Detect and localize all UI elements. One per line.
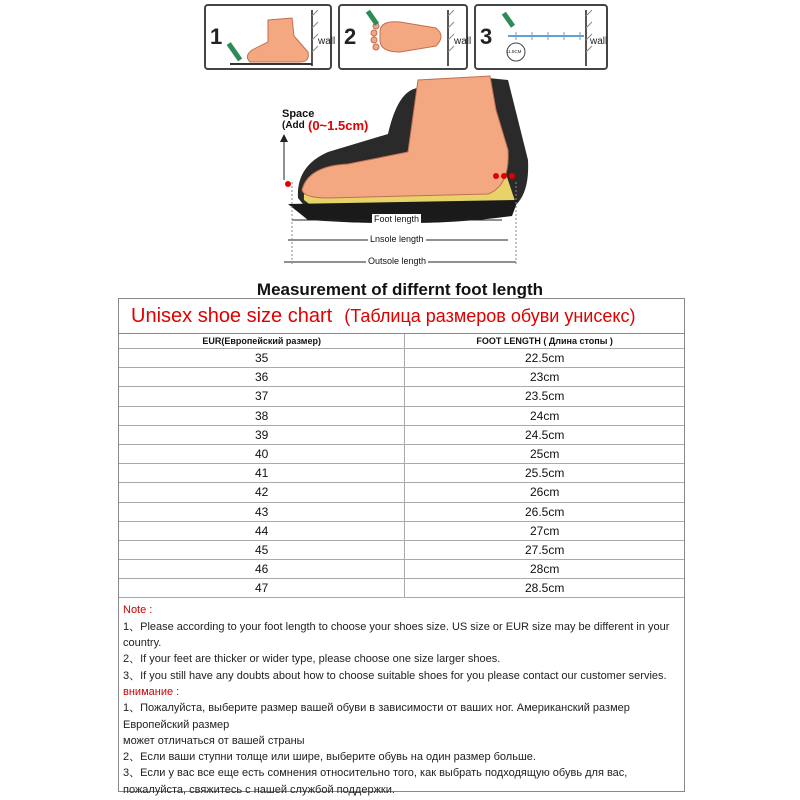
step-number: 2 xyxy=(344,24,357,49)
diagram-caption: Measurement of differnt foot length xyxy=(256,280,544,299)
note-line-ru: 3、Если у вас все еще есть сомнения относительно того, как выбрать подходящую обувь для вас, пожалуйста, свяжитесь с нашей службой поддержки. xyxy=(123,767,628,796)
table-row xyxy=(119,521,684,540)
table-row xyxy=(119,387,684,406)
foot-length-cell: 26.5cm xyxy=(405,502,684,521)
note-line-ru: может отличаться от вашей страны xyxy=(123,734,305,747)
space-range-label xyxy=(308,120,368,133)
foot-length-cell: 24.5cm xyxy=(405,425,684,444)
insole-length-label: Lnsole length xyxy=(370,234,424,244)
eur-size-cell: 36 xyxy=(119,368,405,387)
note-line-ru: 1、Пожалуйста, выберите размер вашей обуви в зависимости от ваших ног. Американский размер Европейский размер xyxy=(123,702,630,731)
table-row xyxy=(119,464,684,483)
notes-section xyxy=(119,598,684,798)
note-line-ru: 2、Если ваши ступни толще или шире, выберите обувь на один размер больше. xyxy=(123,751,536,764)
eur-size-cell: 38 xyxy=(119,406,405,425)
foot-length-label: Foot length xyxy=(374,214,420,224)
foot-length-cell: 27.5cm xyxy=(405,540,684,559)
shoe-foot-illustration xyxy=(268,70,538,276)
foot-length-cell: 26cm xyxy=(405,483,684,502)
foot-length-cell: 25cm xyxy=(405,444,684,463)
foot-length-cell: 22.5cm xyxy=(405,349,684,368)
table-header-row xyxy=(119,334,684,349)
wall-label: wall xyxy=(454,36,472,47)
table-row xyxy=(119,579,684,598)
space-add-range: (0~1.5cm) xyxy=(308,118,369,133)
table-row xyxy=(119,368,684,387)
note-heading-ru: внимание : xyxy=(123,685,180,698)
eur-size-cell: 40 xyxy=(119,444,405,463)
space-add-prefix: (Add xyxy=(282,120,305,131)
column-header-eur: EUR(Европейский размер) xyxy=(119,334,405,349)
step-number: 3 xyxy=(480,24,493,49)
table-row xyxy=(119,502,684,521)
eur-size-cell: 47 xyxy=(119,579,405,598)
table-row xyxy=(119,540,684,559)
chart-title xyxy=(119,299,684,334)
table-row xyxy=(119,444,684,463)
table-row xyxy=(119,560,684,579)
foot-length-cell: 25.5cm xyxy=(405,464,684,483)
eur-size-cell: 44 xyxy=(119,521,405,540)
note-line: 2、If your feet are thicker or wider type, please choose one size larger shoes. xyxy=(123,653,501,666)
foot-top-icon xyxy=(340,6,470,72)
measurement-steps xyxy=(204,4,608,70)
foot-side-icon xyxy=(206,6,334,72)
step-3-panel xyxy=(474,4,608,70)
note-line: 3、If you still have any doubts about how to choose suitable shoes for you please contact our customer servies. xyxy=(123,669,667,682)
foot-length-cell: 23cm xyxy=(405,368,684,387)
eur-size-cell: 39 xyxy=(119,425,405,444)
note-heading: Note : xyxy=(123,604,153,617)
foot-length-cell: 24cm xyxy=(405,406,684,425)
eur-size-cell: 45 xyxy=(119,540,405,559)
table-row xyxy=(119,483,684,502)
foot-length-cell: 28cm xyxy=(405,560,684,579)
wall-label: wall xyxy=(590,36,608,47)
foot-length-cell: 27cm xyxy=(405,521,684,540)
step-2-panel xyxy=(338,4,472,70)
foot-length-cell: 23.5cm xyxy=(405,387,684,406)
space-label-text: Space xyxy=(282,108,315,120)
chart-title-ru: (Таблица размеров обуви унисекс) xyxy=(344,305,636,326)
chart-title-en: Unisex shoe size chart xyxy=(131,304,333,327)
eur-size-cell: 43 xyxy=(119,502,405,521)
size-chart xyxy=(118,298,685,796)
table-row xyxy=(119,406,684,425)
foot-length-diagram xyxy=(268,70,538,276)
eur-size-cell: 37 xyxy=(119,387,405,406)
note-line: 1、Please according to your foot length to choose your shoes size. US size or EUR size may be different in your country. xyxy=(123,620,670,650)
table-row xyxy=(119,425,684,444)
eur-size-cell: 41 xyxy=(119,464,405,483)
outsole-length-label: Outsole length xyxy=(368,256,427,266)
eur-size-cell: 46 xyxy=(119,560,405,579)
size-table xyxy=(119,334,684,598)
table-row xyxy=(119,349,684,368)
eur-size-cell: 35 xyxy=(119,349,405,368)
column-header-foot-length: FOOT LENGTH ( Длина стопы ) xyxy=(405,334,684,349)
eur-size-cell: 42 xyxy=(119,483,405,502)
wall-label: wall xyxy=(318,36,336,47)
step-1-panel xyxy=(204,4,336,70)
ruler-value-label: 11.5CM xyxy=(506,49,522,54)
foot-length-cell: 28.5cm xyxy=(405,579,684,598)
step-number: 1 xyxy=(210,24,223,49)
